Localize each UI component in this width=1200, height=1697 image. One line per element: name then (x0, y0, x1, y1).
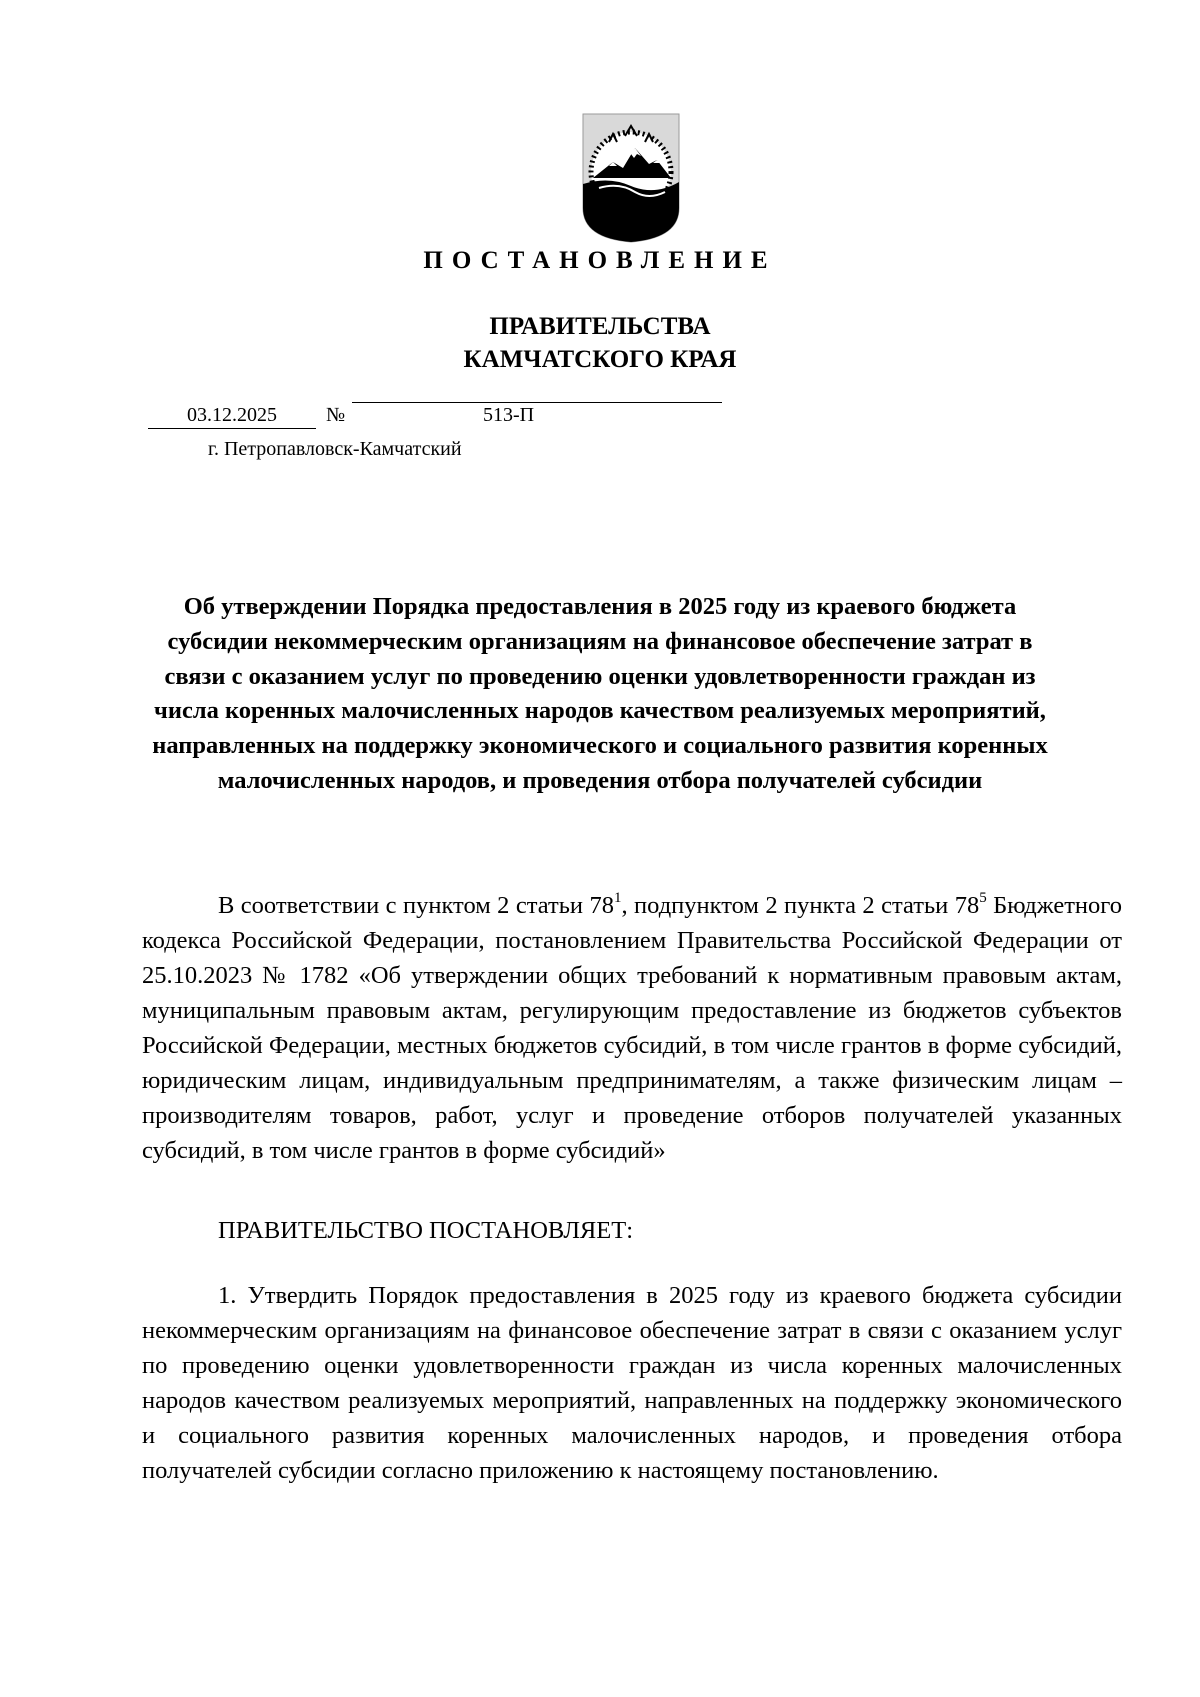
document-type: ПОСТАНОВЛЕНИЕ (423, 247, 777, 274)
document-title: Об утверждении Порядка предоставления в 2025 году из краевого бюджета субсидии некоммерческим организациям на финансовое обеспечение затрат в связи с оказанием услуг по проведению оценки удовлетворенности граждан из числа коренных малочисленных народов качеством реализуемых мероприятий, направленных на поддержку экономического и социального развития коренных малочисленных народов, и проведения отбора получателей субсидии (152, 593, 1048, 794)
document-number-field (352, 402, 722, 426)
issuer-line-1: ПРАВИТЕЛЬСТВА (489, 313, 711, 340)
coat-of-arms-icon (579, 112, 683, 244)
resolves-heading: ПРАВИТЕЛЬСТВО ПОСТАНОВЛЯЕТ: (218, 1217, 634, 1244)
basis-sup-1: 1 (613, 889, 622, 906)
basis-part-3: Бюджетного кодекса Российской Федерации, постановлением Правительства Российской Федерации от 25.10.2023 № 1782 «Об утверждении общих требований к нормативным правовым актам, муниципальным правовым актам, регулирующим предоставление из бюджетов субъектов Российской Федерации, местных бюджетов субсидий, в том числе грантов в форме субсидий, юридическим лицам, индивидуальным предпринимателям, а также физическим лицам – производителям товаров, работ, услуг и проведение отборов получателей указанных субсидий, в том числе грантов в форме субсидий» (142, 892, 1122, 1164)
basis-part-2: , подпунктом 2 пункта 2 статьи 78 (621, 892, 980, 919)
issuer-line-2: КАМЧАТСКОГО КРАЯ (463, 346, 737, 373)
city: г. Петропавловск-Камчатский (208, 438, 462, 460)
basis-sup-2: 5 (979, 889, 987, 906)
issuer-block (0, 310, 1200, 376)
basis-paragraph (142, 888, 1122, 1168)
number-label: № (326, 404, 346, 426)
item-1-paragraph: 1. Утвердить Порядок предоставления в 2025 году из краевого бюджета субсидии некоммерческим организациям на финансовое обеспечение затрат в связи с оказанием услуг по проведению оценки удовлетворенности граждан из числа коренных малочисленных народов качеством реализуемых мероприятий, направленных на поддержку экономического и социального развития коренных малочисленных народов, и проведения отбора получателей субсидии согласно приложению к настоящему постановлению. (142, 1282, 1122, 1484)
document-number: 513-П (483, 404, 535, 426)
basis-part-1: В соответствии с пунктом 2 статьи 78 (218, 892, 614, 919)
document-date: 03.12.2025 (148, 402, 316, 429)
